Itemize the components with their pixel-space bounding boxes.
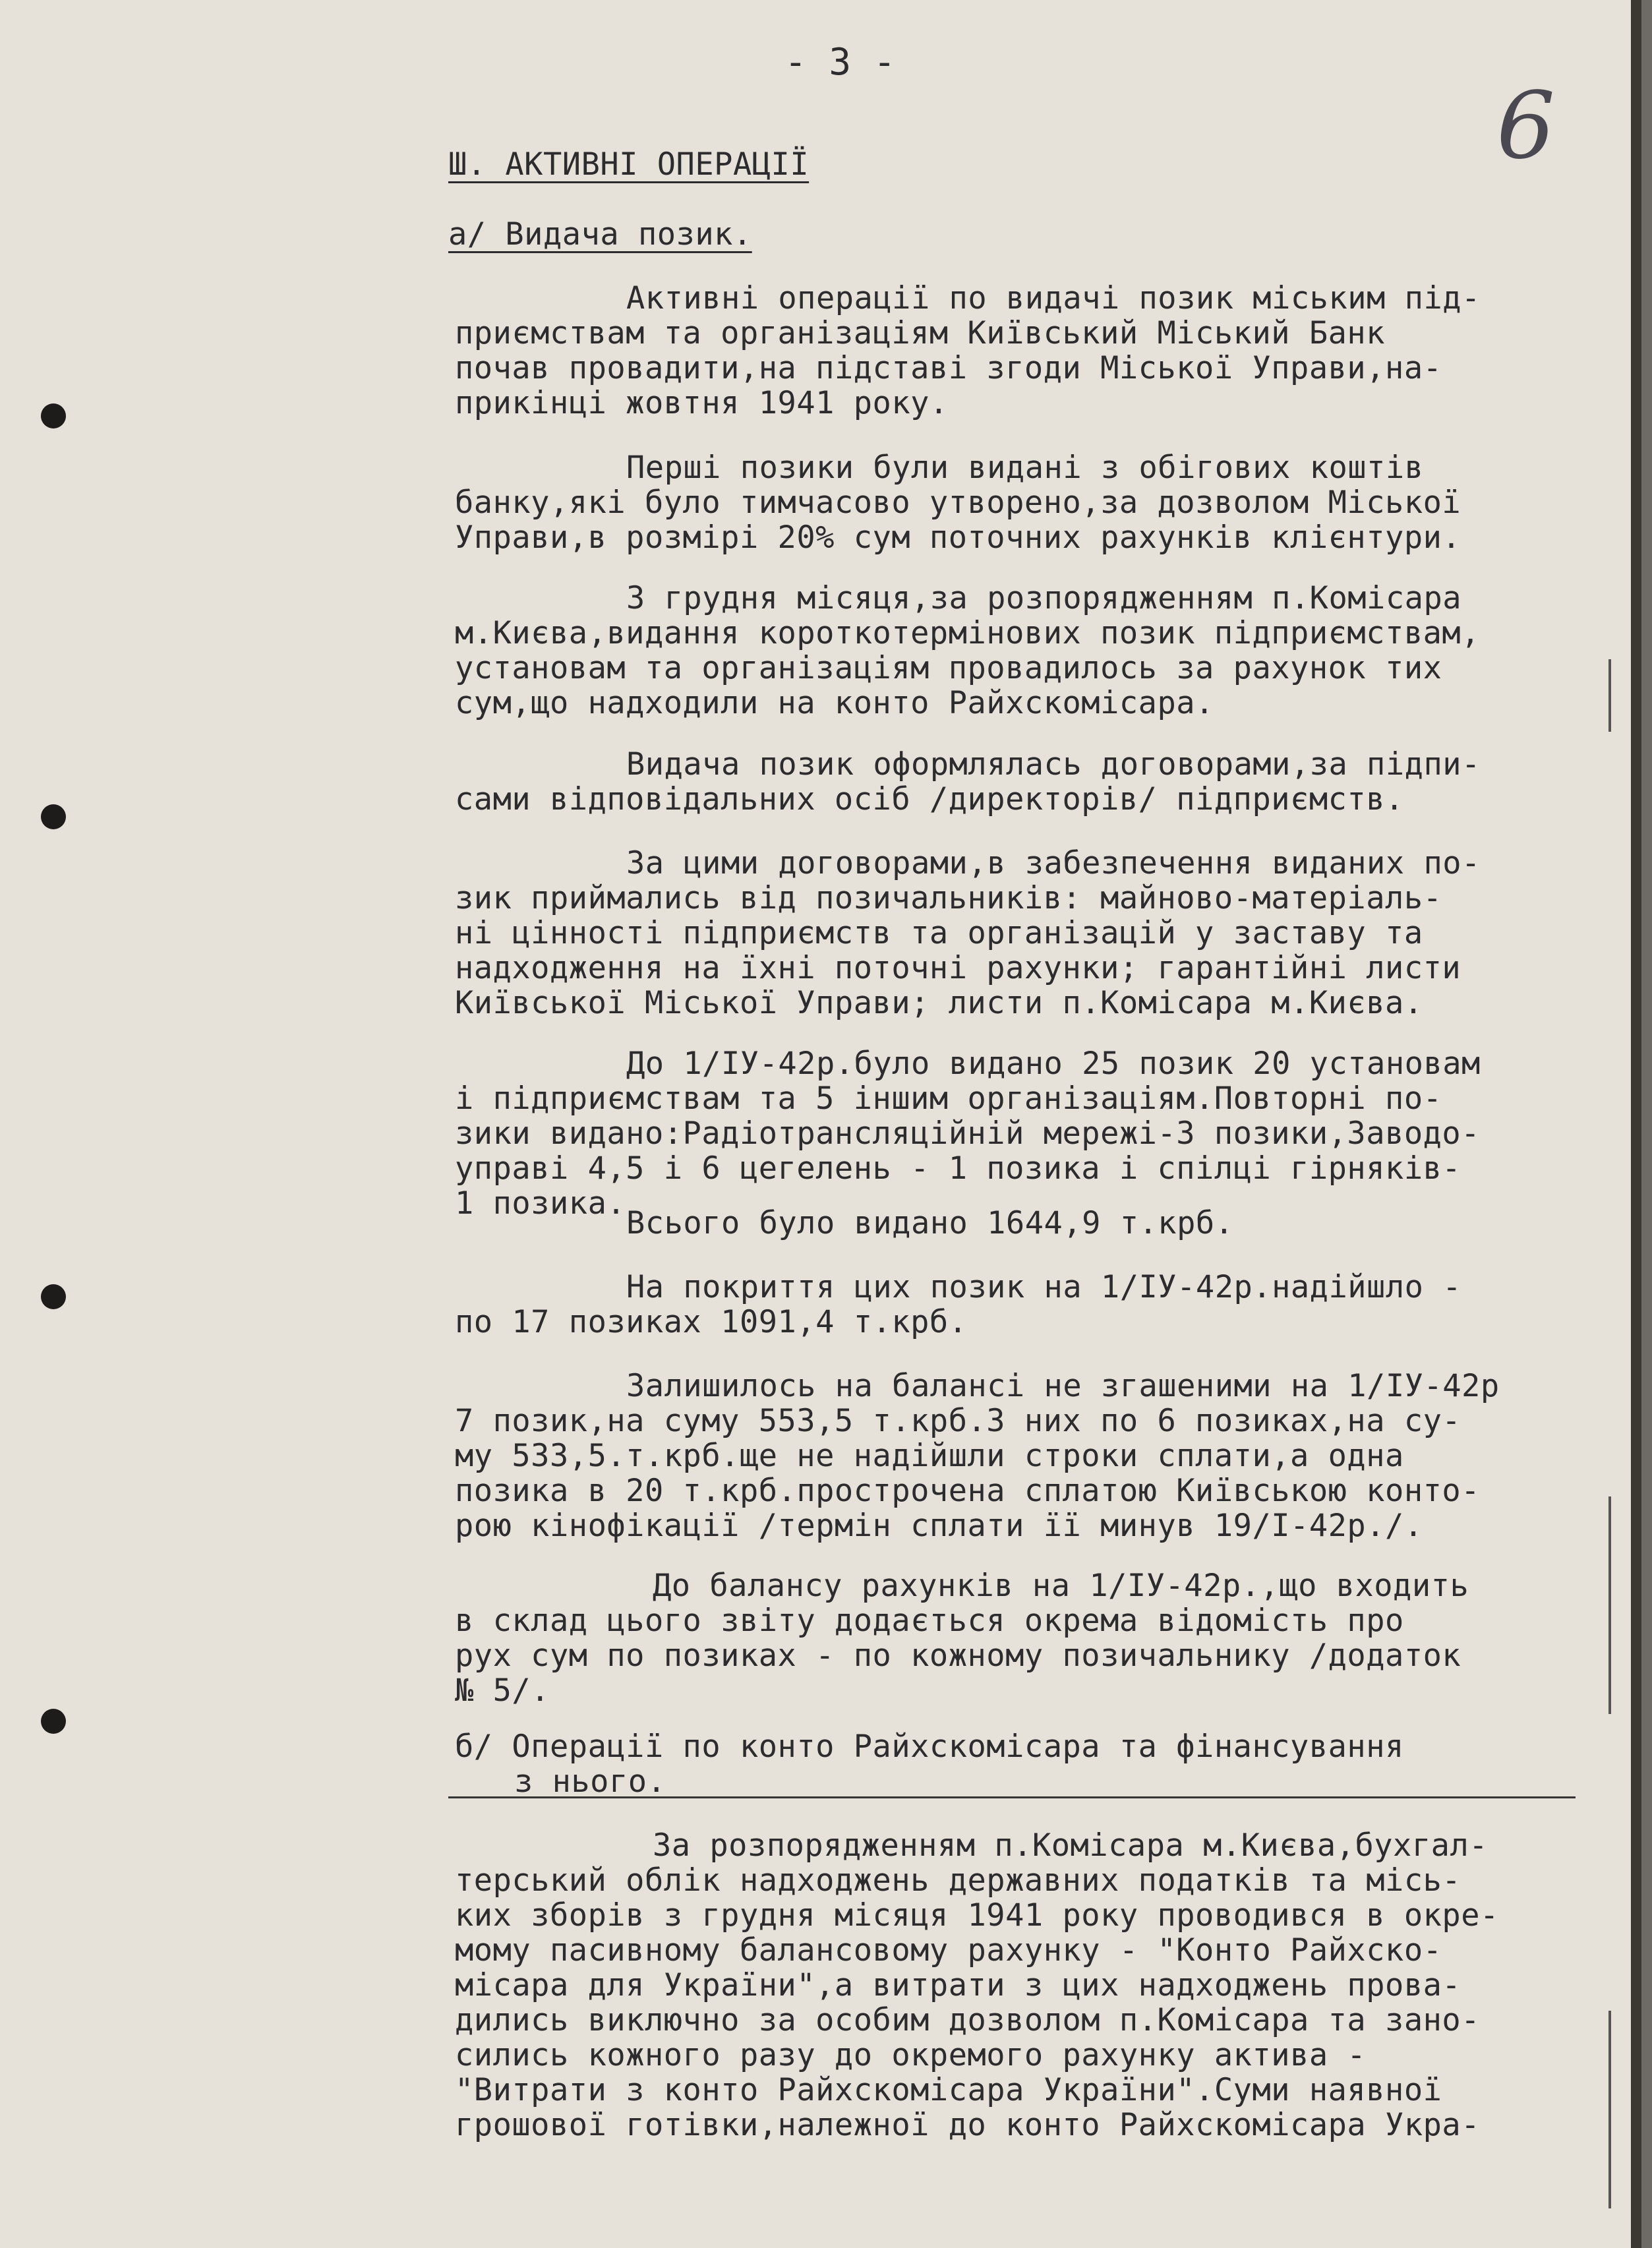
text-line: З грудня місяця,за розпорядженням п.Комісара [626,580,1462,616]
text-line: почав провадити,на підставі згоди Міської Управи,на- [455,350,1442,386]
text-line: зик приймались від позичальників: майново-матеріаль- [455,880,1442,916]
text-line: рух сум по позиках - по кожному позичальнику /додаток [455,1638,1461,1674]
text-line: 7 позик,на суму 553,5 т.крб.З них по 6 позиках,на су- [455,1403,1461,1439]
archive-number: 6 [1496,73,1556,180]
text-line: позика в 20 т.крб.прострочена сплатою Київською конто- [455,1473,1481,1509]
text-line: ні цінності підприємств та організацій у заставу та [455,915,1423,951]
text-line: № 5/. [455,1672,550,1709]
subsection-a-title: а/ Видача позик. [448,216,752,252]
text-line: надходження на їхні поточні рахунки; гарантійні листи [455,950,1461,986]
text-line: в склад цього звіту додається окрема відомість про [455,1603,1404,1639]
text-line: Перші позики були видані з обігових коштів [626,450,1424,486]
text-line: по 17 позиках 1091,4 т.крб. [455,1304,968,1340]
text-line: Київської Міської Управи; листи п.Комісара м.Києва. [455,985,1423,1021]
text-line: дились виключно за особим дозволом п.Комісара та зано- [455,2002,1481,2038]
text-line: терський облік надходжень державних податків та місь- [455,1862,1461,1899]
text-line: Активні операції по видачі позик міським під- [626,280,1481,316]
text-line: На покриття цих позик на 1/ІУ-42р.надійшло - [626,1269,1462,1305]
text-line: До 1/ІУ-42р.було видано 25 позик 20 установам [626,1046,1481,1082]
text-line: 1 позика. [455,1185,626,1222]
text-line: До балансу рахунків на 1/ІУ-42р.,що входить [653,1568,1469,1604]
text-line: мому пасивному балансовому рахунку - "Конто Райхско- [455,1932,1442,1968]
text-line: Управи,в розмірі 20% сум поточних рахунків клієнтури. [455,519,1461,556]
text-line: і підприємствам та 5 іншим організаціям.Повторні по- [455,1080,1442,1117]
text-line: сились кожного разу до окремого рахунку актива - [455,2037,1367,2073]
text-line: "Витрати з конто Райхскомісара України".Суми наявної [455,2072,1442,2108]
text-line: прикінці жовтня 1941 року. [455,385,949,421]
text-line: За цими договорами,в забезпечення виданих по- [626,845,1481,881]
text-line: ких зборів з грудня місяця 1941 року проводився в окре- [455,1897,1499,1934]
text-line: установам та організаціям провадилось за рахунок тих [455,650,1442,686]
margin-mark [1608,2011,1611,2208]
text-line: грошової готівки,належної до конто Райхскомісара Укра- [455,2107,1481,2143]
section-rule [448,1796,1576,1798]
text-line: приємствам та організаціям Київський Міський Банк [455,315,1386,351]
margin-mark [1608,659,1611,732]
text-line: Всього було видано 1644,9 т.крб. [626,1205,1234,1241]
text-line: За розпорядженням п.Комісара м.Києва,бухгал- [653,1827,1489,1864]
margin-mark [1608,1496,1611,1714]
text-line: сами відповідальних осіб /директорів/ підприємств. [455,781,1404,817]
subsection-b-title: з нього. [514,1763,666,1800]
text-line: банку,які було тимчасово утворено,за дозволом Міської [455,485,1461,521]
punch-hole [41,403,66,429]
text-line: управі 4,5 і 6 цегелень - 1 позика і спілці гірняків- [455,1150,1461,1187]
page-edge [1631,0,1641,2248]
text-line: Залишилось на балансі не згашеними на 1/ІУ-42р [626,1368,1500,1404]
text-line: Видача позик оформлялась договорами,за підпи- [626,746,1481,783]
punch-hole [41,1709,66,1734]
page-number: - 3 - [784,41,896,84]
text-line: місара для України",а витрати з цих надходжень прова- [455,1967,1461,2003]
punch-hole [41,1284,66,1309]
text-line: рою кінофікації /термін сплати її минув 19/І-42р./. [455,1508,1423,1544]
punch-hole [41,804,66,829]
text-line: сум,що надходили на конто Райхскомісара. [455,685,1214,721]
text-line: му 533,5.т.крб.ще не надійшли строки сплати,а одна [455,1438,1404,1474]
section-title: Ш. АКТИВНІ ОПЕРАЦІЇ [448,146,810,183]
text-line: м.Києва,видання короткотермінових позик підприємствам, [455,615,1481,651]
subsection-b-title: б/ Операції по конто Райхскомісара та фінансування [455,1729,1404,1765]
text-line: зики видано:Радіотрансляційній мережі-3 позики,Заводо- [455,1115,1481,1152]
